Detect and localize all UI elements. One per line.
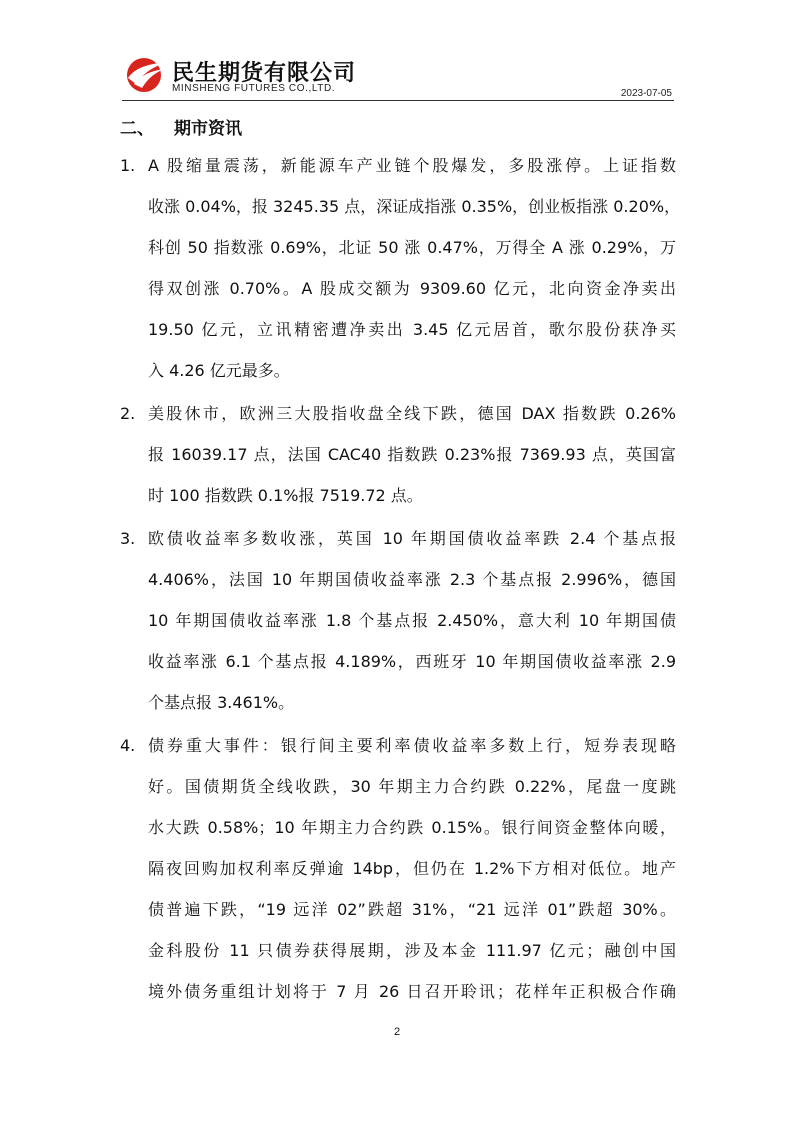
item-line: 债普遍下跌，“19 远洋 02”跌超 31%，“21 远洋 01”跌超 30%。	[148, 900, 676, 919]
item-line: 4.406%，法国 10 年期国债收益率涨 2.3 个基点报 2.996%，德国	[148, 570, 676, 589]
item-line: 水大跌 0.58%；10 年期主力合约跌 0.15%。银行间资金整体向暖，	[148, 818, 676, 837]
item-line: 美股休市，欧洲三大股指收盘全线下跌，德国 DAX 指数跌 0.26%	[148, 404, 676, 423]
item-line: 境外债务重组计划将于 7 月 26 日召开聆讯；花样年正积极合作确	[148, 982, 676, 1001]
company-name-cn: 民生期货有限公司	[172, 61, 357, 86]
page-number: 2	[393, 1026, 401, 1038]
item-index: 4.	[120, 736, 136, 755]
item-line: 个基点报 3.461%。	[148, 693, 295, 712]
minsheng-logo-icon	[122, 54, 168, 94]
page-header	[122, 52, 674, 102]
item-line: 隔夜回购加权利率反弹逾 14bp，但仍在 1.2%下方相对低位。地产	[148, 859, 676, 878]
item-line: 时 100 指数跌 0.1%报 7519.72 点。	[148, 486, 423, 505]
news-item-3	[120, 518, 676, 723]
item-line: 收益率涨 6.1 个基点报 4.189%，西班牙 10 年期国债收益率涨 2.9	[148, 652, 676, 671]
section-heading	[120, 114, 242, 139]
report-date: 2023-07-05	[620, 88, 672, 99]
item-line: 科创 50 指数涨 0.69%，北证 50 涨 0.47%，万得全 A 涨 0.29%，万	[148, 238, 676, 257]
news-item-1	[120, 145, 681, 391]
section-number: 二、	[120, 119, 154, 139]
item-line: 报 16039.17 点，法国 CAC40 指数跌 0.23%报 7369.93 点，英国富	[148, 445, 676, 464]
item-line: A 股缩量震荡，新能源车产业链个股爆发，多股涨停。上证指数	[148, 156, 676, 175]
item-line: 得双创涨 0.70%。A 股成交额为 9309.60 亿元，北向资金净卖出	[148, 279, 676, 298]
item-line: 好。国债期货全线收跌，30 年期主力合约跌 0.22%，尾盘一度跳	[148, 777, 676, 796]
section-title: 期市资讯	[174, 119, 242, 139]
item-line: 入 4.26 亿元最多。	[148, 361, 290, 380]
item-line: 10 年期国债收益率涨 1.8 个基点报 2.450%，意大利 10 年期国债	[148, 611, 676, 630]
item-line: 收涨 0.04%，报 3245.35 点，深证成指涨 0.35%，创业板指涨 0.20%，	[148, 197, 681, 216]
item-index: 1.	[120, 156, 136, 175]
item-line: 债券重大事件：银行间主要利率债收益率多数上行，短券表现略	[148, 736, 676, 755]
header-divider	[122, 100, 674, 101]
company-name-en: MINSHENG FUTURES CO.,LTD.	[172, 83, 336, 94]
news-item-4	[120, 725, 676, 1012]
item-line: 19.50 亿元，立讯精密遭净卖出 3.45 亿元居首，歌尔股份获净买	[148, 320, 676, 339]
item-index: 2.	[120, 404, 136, 423]
item-line: 欧债收益率多数收涨，英国 10 年期国债收益率跌 2.4 个基点报	[148, 529, 676, 548]
news-item-2	[120, 393, 676, 516]
item-line: 金科股份 11 只债券获得展期，涉及本金 111.97 亿元；融创中国	[148, 941, 676, 960]
news-list	[120, 145, 681, 1014]
item-index: 3.	[120, 529, 136, 548]
